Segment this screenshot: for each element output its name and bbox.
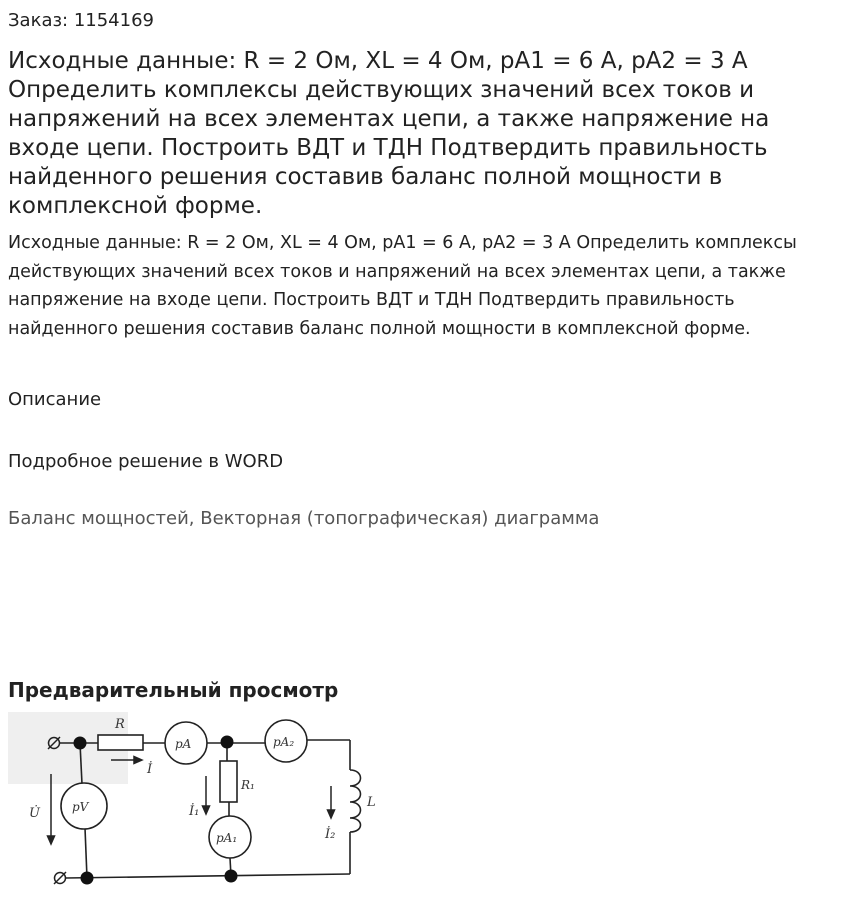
node-dot [81,872,94,885]
task-description: Исходные данные: R = 2 Ом, XL = 4 Ом, pA1 = 6 А, pA2 = 3 А Определить комплексы действующих значений всех токов и напряжений на всех элементах цепи, а также напряжение на входе цепи. Построить ВДТ и ТДН Подтвердить правильность найденного решения составив баланс полной мощности в комплексной форме. [8,233,797,339]
arrowhead [48,836,55,844]
arrowhead [203,806,210,814]
solution-format: Подробное решение в WORD [8,451,284,472]
resistor-r [98,735,143,750]
ammeter-pa-label: pA [175,737,192,751]
wire-segment [85,828,87,878]
node-dot [74,737,87,750]
current-main-label: İ [147,762,153,777]
resistor-r1 [220,761,237,802]
arrowhead [134,757,142,764]
inductor-l-label: L [367,795,376,810]
current-1-label: İ₁ [189,804,200,819]
resistor-r-label: R [115,717,125,732]
node-dot [225,870,238,883]
ammeter-pa1-label: pA₁ [216,831,238,845]
preview-heading: Предварительный просмотр [8,678,339,702]
circuit-diagram [8,712,380,894]
inductor-l [350,770,361,832]
ammeter-pa2-label: pA₂ [273,735,295,749]
arrowhead [328,810,335,818]
page-title: Исходные данные: R = 2 Ом, XL = 4 Ом, pA1 = 6 А, pA2 = 3 А Определить комплексы действующих значений всех токов и напряжений на всех элементах цепи, а также напряжение на входе цепи. Построить ВДТ и ТДН Подтвердить правильность найденного решения составив баланс полной мощности в комплексной форме. [8,48,770,219]
order-number: Заказ: 1154169 [8,10,154,31]
voltmeter-pv-label: pV [72,800,89,814]
voltage-label: U̇ [29,806,40,821]
description-label: Описание [8,389,102,410]
topic-tags: Баланс мощностей, Векторная (топографическая) диаграмма [8,508,600,529]
circuit-preview-image [8,712,380,894]
node-dot [221,736,234,749]
wire-segment [66,874,350,878]
resistor-r1-label: R₁ [241,778,255,792]
current-2-label: İ₂ [325,827,336,842]
